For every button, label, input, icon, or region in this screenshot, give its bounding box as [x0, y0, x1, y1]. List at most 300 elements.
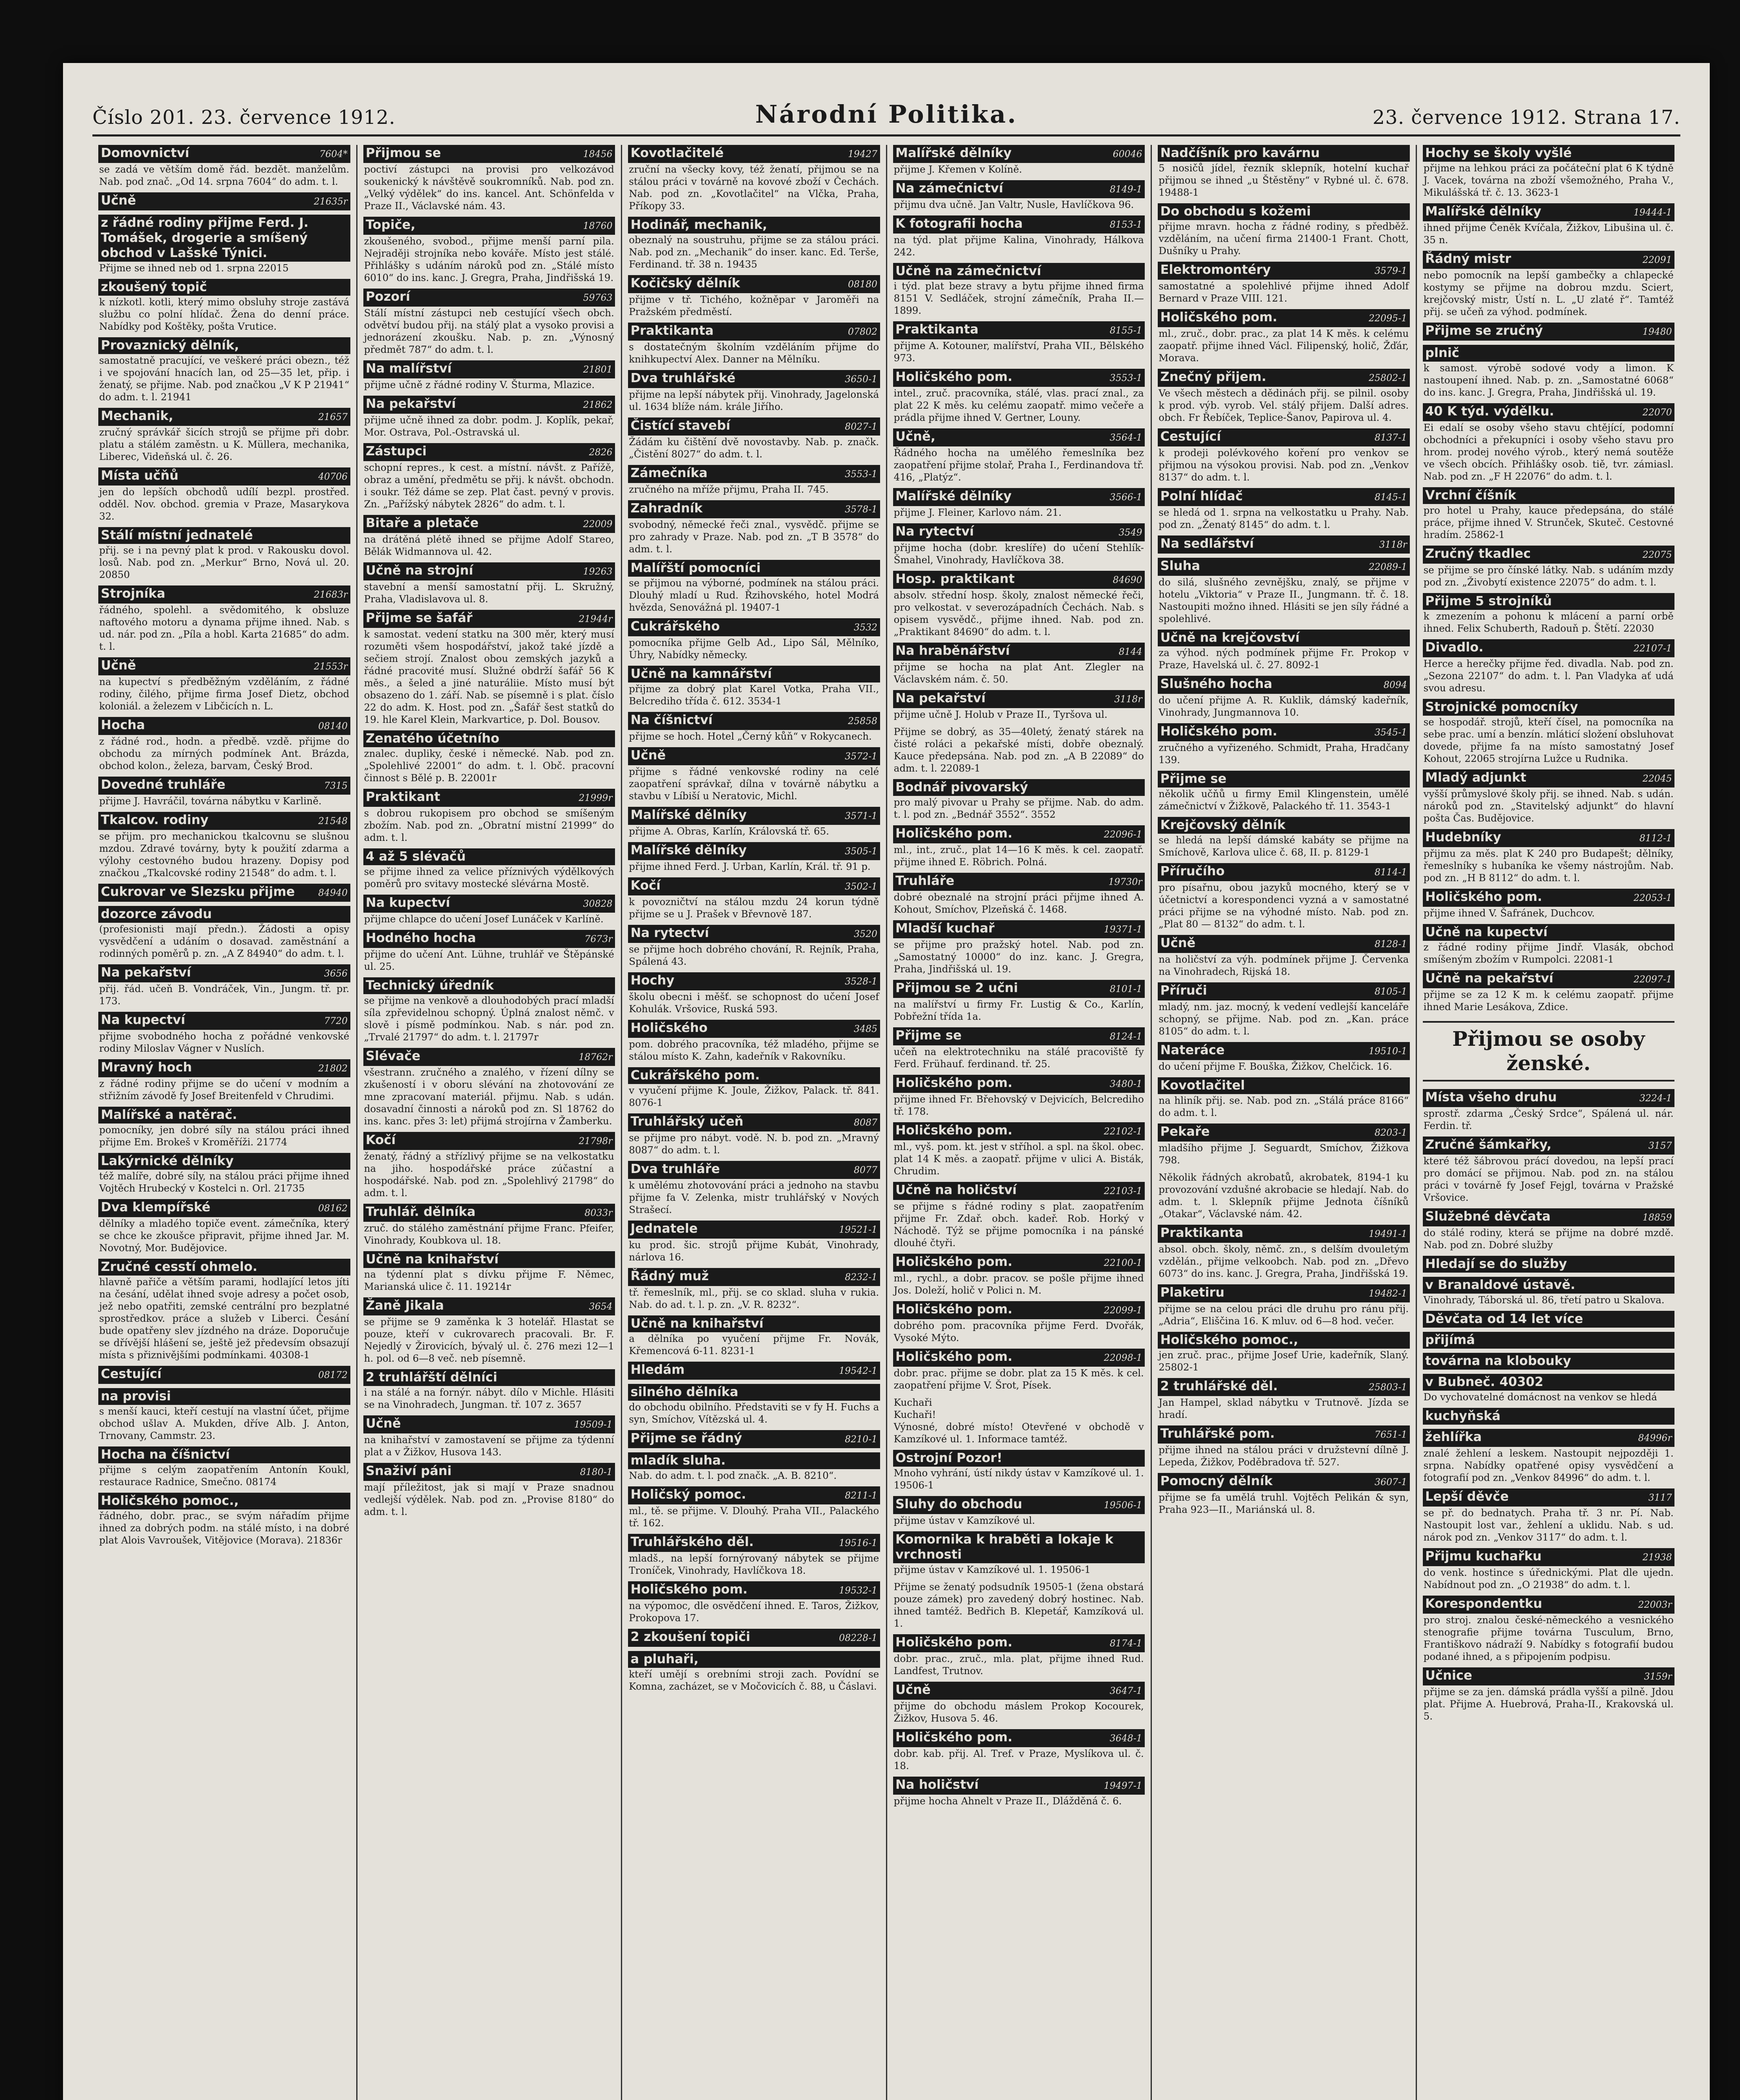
ad-heading-text: Truhlářský učeň — [631, 1114, 744, 1129]
ad-body: přijme hocha (dobr. kreslíře) do učení Stehlík-Šmahel, Vinohrady, Havlíčkova 38. — [894, 543, 1144, 566]
ad-heading — [1158, 935, 1410, 953]
ad-heading-text: Hledám — [631, 1362, 685, 1377]
ad-heading — [1423, 145, 1675, 162]
ad-heading-text: Technický úředník — [365, 978, 494, 993]
ad-code: 8077 — [854, 1165, 878, 1176]
ad-heading-text: Truhlářského děl. — [631, 1535, 754, 1549]
ad-heading — [1423, 769, 1675, 788]
ad-body: řádného, dobr. prac., se svým nářadím přijme ihned za dobrých podm. na stálé místo, i na dobré plat Alois Vavroušek, Vitějovice (Morava). 21836r — [99, 1511, 350, 1546]
classified-ad — [893, 1580, 1145, 1630]
ad-body: dobr. prac. přijme se dobr. plat za 15 K měs. k cel. zaopatření přijme V. Šrot, Písek. — [894, 1368, 1144, 1391]
ad-code: 22053-1 — [1633, 893, 1672, 903]
ad-heading — [893, 779, 1145, 796]
ad-heading — [98, 1012, 350, 1030]
classified-ad — [893, 1254, 1145, 1297]
ad-heading — [893, 1682, 1145, 1700]
ad-heading-text: Hochy — [631, 973, 675, 988]
classified-ad — [628, 1221, 880, 1264]
ad-heading-text: Místa učňů — [101, 468, 179, 483]
ad-code: 8101-1 — [1109, 984, 1142, 995]
ad-heading-text: Sluhy do obchodu — [895, 1497, 1022, 1512]
ad-heading — [893, 980, 1145, 998]
ad-body: přijme s řádné venkovské rodiny na celé zaopatření správkař, dílna v továrně nábytku a stavbu v Líbiší u Neratovic, Michl. — [629, 766, 879, 802]
ad-heading-text: Dva klempířské — [101, 1200, 210, 1215]
ad-code: 8155-1 — [1109, 326, 1142, 336]
ad-heading — [363, 145, 615, 163]
classified-ad — [363, 217, 615, 284]
classified-ad — [98, 717, 350, 772]
classified-ad — [893, 779, 1145, 821]
ad-heading-text: Krejčovský dělník — [1160, 818, 1286, 832]
ad-heading-text: Učně — [365, 1416, 401, 1431]
classified-ad — [628, 1315, 880, 1357]
ad-body: Řádného hocha na umělého řemeslníka bez zaopatření přijme stolař, Praha I., Ferdinandova tř. 416, „Platýz“. — [894, 448, 1144, 483]
ad-heading — [1158, 145, 1410, 162]
classified-ad — [1423, 1256, 1675, 1273]
classified-ad — [1158, 1124, 1410, 1167]
ad-body: na týdenní plat s dívku přijme F. Němec, Marianská ulice č. 11. 19214r — [364, 1269, 614, 1292]
ad-heading-text: Truhlář. dělníka — [365, 1205, 476, 1219]
ad-heading-text: Hudebníky — [1425, 830, 1501, 845]
ad-heading — [363, 930, 615, 948]
ad-heading — [1423, 889, 1675, 907]
classified-ad — [628, 323, 880, 366]
ad-heading — [1423, 487, 1675, 504]
ad-heading-text: Holičský pomoc. — [631, 1487, 746, 1502]
ad-code: 18762r — [578, 1052, 612, 1063]
newspaper-title: Národní Politika. — [755, 100, 1018, 129]
ad-code: 30828 — [583, 899, 612, 909]
classified-ad — [1158, 536, 1410, 554]
classified-ad — [893, 321, 1145, 365]
ad-heading — [1158, 771, 1410, 788]
ad-body: přijmu za měs. plat K 240 pro Budapešt; dělníky, řemeslníky s hubaníka ke všemy nástrojům. Nab. pod zn. „H B 8112“ do adm. t. l. — [1423, 848, 1674, 884]
ad-code: 22096-1 — [1104, 830, 1142, 840]
classified-ad — [1423, 1429, 1675, 1484]
ad-body: přijme J. Havráčil, továrna nábytku v Karlině. — [99, 796, 322, 807]
classified-ad — [1423, 1208, 1675, 1252]
ad-code: 84996r — [1638, 1433, 1672, 1444]
classified-ad — [893, 1122, 1145, 1178]
ad-code: 19371-1 — [1104, 924, 1142, 935]
classified-ad — [1423, 924, 1675, 966]
ad-body: do venk. hostince s úřednickými. Plat dle ujedn. Nabídnout pod zn. „O 21938“ do adm. t. l. — [1423, 1567, 1674, 1591]
ad-heading — [98, 467, 350, 486]
classified-ad — [628, 1651, 880, 1693]
ad-heading-text: 4 až 5 slévačů — [365, 849, 466, 864]
ad-body: na kupectví s předběžným vzděláním, z řádné rodiny, čilého, přijme firma Josef Dietz, obchod koloniál. a železem v Libčicích n. L. — [99, 677, 350, 712]
ad-body: přijme chlapce do učení Josef Lunáček v Karlíně. — [364, 914, 604, 925]
classified-ad — [628, 560, 880, 614]
ad-heading — [628, 1113, 880, 1131]
ad-heading — [363, 789, 615, 807]
ad-code: 3579-1 — [1375, 266, 1407, 276]
ad-heading — [1158, 428, 1410, 446]
ad-heading — [893, 643, 1145, 661]
ad-code: 8094 — [1383, 680, 1407, 690]
ad-body: s dostatečným školním vzděláním přijme do knihkupectví Alex. Danner na Mělníku. — [629, 342, 879, 365]
ad-code: 19532-1 — [839, 1586, 878, 1596]
ad-heading — [1158, 982, 1410, 1000]
classified-ad — [1423, 546, 1675, 589]
ad-heading-text: Přijme se — [1160, 772, 1227, 786]
ad-code: 21635r — [313, 197, 348, 207]
classified-ad — [98, 337, 350, 404]
classified-ad — [98, 585, 350, 653]
ad-heading-text: Zástupci — [365, 444, 427, 459]
ad-heading-text: kuchyňská — [1425, 1409, 1501, 1423]
ad-heading — [893, 428, 1145, 446]
ad-heading — [1423, 345, 1675, 362]
newspaper-page — [63, 63, 1710, 2100]
ad-heading-text: Hosp. praktikant — [895, 572, 1015, 586]
ad-heading-text: Přijme se řádný — [631, 1431, 742, 1446]
ad-heading-text: Lakýrnické dělníky — [101, 1154, 234, 1168]
classified-ad — [98, 1012, 350, 1055]
ad-code: 08140 — [318, 721, 348, 732]
ad-code: 3578-1 — [845, 504, 878, 515]
ad-code: 3117 — [1648, 1493, 1672, 1503]
ad-heading-text: Přijmou se 2 učni — [895, 981, 1018, 995]
ad-heading — [893, 690, 1145, 708]
ad-body: pomocníky, jen dobré síly na stálou práci ihned přijme Em. Brokeš v Kroměříži. 21774 — [99, 1125, 350, 1148]
classified-ad — [363, 977, 615, 1044]
ad-body: se zadá ve větším domě řád. bezdět. manželům. Nab. pod znač. „Od 14. srpna 7604“ do adm. t. l. — [99, 164, 350, 187]
classified-ad — [363, 848, 615, 890]
ad-heading — [628, 1221, 880, 1239]
classified-ad — [893, 1027, 1145, 1071]
ad-code: 8153-1 — [1109, 220, 1142, 230]
classified-ad — [1423, 323, 1675, 341]
ad-heading — [893, 825, 1145, 843]
ad-body: k povozničtví na stálou mzdu 24 korun týdně přijme se u J. Prašek v Břevnově 187. — [629, 897, 879, 920]
ad-heading — [98, 1107, 350, 1124]
ad-heading-text: Služebné děvčata — [1425, 1209, 1551, 1224]
ad-code: 22100-1 — [1104, 1258, 1142, 1268]
ad-heading-text: Učně na strojní — [365, 563, 473, 578]
ad-heading — [1423, 699, 1675, 716]
ad-heading — [363, 730, 615, 747]
ad-heading-text: Nateráce — [1160, 1043, 1225, 1058]
ad-heading — [893, 571, 1145, 589]
ad-body: se hledá na lepší dámské kabáty se přijme na Smíchově, Karlova ulice č. 68, II. p. 8129-1 — [1159, 835, 1409, 858]
classified-ad — [363, 1369, 615, 1411]
ad-heading-text: Praktikanta — [631, 323, 714, 338]
ad-body: z řádné rod., hodn. a předbě. vzdě. přijme do obchodu za mírných podmínek Ant. Brázda, obchod kolon., železa, barvam, Český Brod. — [99, 736, 350, 772]
ad-body: Ve všech městech a dědinách přij. se pilnil. osoby k prod. výb. vyrob. Vel. stálý přijem. Další adres. obch. Fr Řebíček, Teplice-Šanov, Papirova ul. 4. — [1159, 388, 1409, 423]
ad-heading — [98, 1388, 350, 1405]
date-and-page: 23. července 1912. Strana 17. — [1372, 106, 1680, 129]
ad-heading-text: Dva truhláře — [631, 1162, 720, 1176]
ad-code: 3532 — [854, 622, 878, 633]
ad-heading-text: Přijme se šafář — [365, 611, 473, 625]
ad-heading-text: 2 truhlářští dělníci — [365, 1370, 497, 1385]
classified-ad — [893, 1301, 1145, 1344]
ad-heading — [628, 1268, 880, 1286]
classified-ad — [363, 610, 615, 726]
ad-code: 8211-1 — [845, 1491, 878, 1501]
ad-heading-text: Mravný hoch — [101, 1060, 192, 1075]
ad-body: 5 nosičů jídel, řezník sklepník, hotelní kuchař přijmou se ihned „u Štěstěny“ v Rybné ul. č. 678. 19488-1 — [1159, 163, 1409, 198]
ad-code: 8144 — [1119, 647, 1142, 657]
ad-body: dobré obeznalé na strojní práci přijme ihned A. Kohout, Smíchov, Plzeňská č. 1468. — [894, 892, 1144, 915]
ad-code: 3520 — [854, 929, 878, 940]
ad-code: 25802-1 — [1369, 373, 1407, 383]
ad-heading-text: Přijme 5 strojníků — [1425, 594, 1552, 609]
ad-heading-text: Hodinář, mechanik, — [631, 218, 767, 232]
ad-heading-text: Polní hlídač — [1160, 489, 1243, 504]
ad-body: zruč. do stálého zaměstnání přijme Franc. Pfeifer, Vinohrady, Koubkova ul. 18. — [364, 1223, 614, 1246]
classified-ad — [1423, 970, 1675, 1013]
ad-heading — [893, 1182, 1145, 1200]
ad-body: pom. dobrého pracovníka, též mladého, přijme se stálou místo K. Zahn, kadeřník v Rakovníku. — [629, 1039, 879, 1062]
ad-heading-text: na provisi — [101, 1389, 171, 1404]
ad-heading — [1423, 1353, 1675, 1370]
ad-body: do učení přijme F. Bouška, Žižkov, Chelčick. 16. — [1159, 1061, 1392, 1072]
ad-heading — [98, 812, 350, 830]
classified-ad — [98, 1493, 350, 1547]
ad-heading-text: Učně — [1160, 936, 1196, 950]
classified-ad — [893, 428, 1145, 484]
ad-heading — [893, 1777, 1145, 1795]
classified-ad — [628, 925, 880, 968]
classified-ad — [1158, 1225, 1410, 1280]
classified-ad — [363, 895, 615, 926]
ad-heading — [1158, 309, 1410, 327]
ad-heading — [628, 417, 880, 436]
ad-heading — [98, 1493, 350, 1509]
ad-code: 08172 — [318, 1370, 348, 1381]
classified-ad — [1158, 1284, 1410, 1328]
ad-code: 8210-1 — [845, 1434, 878, 1445]
ad-body: k prodeji polévkového koření pro venkov se přijmou na výsokou provisi. Nab. pod zn. „Venkov 8137“ do adm. t. l. — [1159, 448, 1409, 483]
ad-heading-text: Učně na holičství — [895, 1183, 1017, 1197]
ad-heading-text: Malířští pomocníci — [631, 561, 761, 575]
ad-body: do učení přijme A. R. Kuklik, dámský kadeřník, Vinohrady, Jungmannova 10. — [1159, 695, 1409, 718]
ad-heading-text: Hledají se do služby — [1425, 1257, 1567, 1271]
classified-ad — [363, 1204, 615, 1247]
ad-heading-text: Učně — [101, 658, 136, 673]
ad-body: do silá, slušného zevnějšku, znalý, se přijme v hotelu „Viktoria“ v Praze II., Jungmann. tř. č. 18. Nastoupiti možno ihned. Hlásiti se jen síly řádné a spolehlivé. — [1159, 577, 1409, 625]
ad-heading — [893, 873, 1145, 891]
ad-code: 3118r — [1114, 694, 1142, 705]
classified-ad — [98, 906, 350, 960]
classified-ad — [1423, 1089, 1675, 1132]
ad-heading — [98, 884, 350, 902]
ad-body: ml., tě. se přijme. V. Dlouhý. Praha VII., Palackého tř. 162. — [629, 1506, 879, 1529]
classified-ad — [628, 145, 880, 213]
ad-heading-text: Holičského pom. — [631, 1582, 748, 1597]
ad-body: se přijme na venkově a dlouhodobých prací mladší síla zpřevidelnou schopný. Úplná znalost němč. v slově i písmě podmínkou. Nab. s nár. pod zn. „Trvalé 21797“ do adm. t. l. 21797r — [364, 995, 614, 1043]
classified-ad — [98, 215, 350, 275]
ad-heading-text: Truhláře — [895, 874, 954, 888]
ad-heading — [1158, 1284, 1410, 1302]
ad-heading-text: Řádný mistr — [1425, 252, 1511, 266]
ad-heading-text: Cukrářského pom. — [631, 1068, 760, 1083]
ad-code: 22107-1 — [1633, 643, 1672, 654]
ad-heading — [98, 1366, 350, 1384]
ad-heading — [628, 217, 880, 234]
classified-ad — [628, 1581, 880, 1625]
ad-heading — [893, 263, 1145, 280]
ad-heading — [628, 1452, 880, 1469]
ad-heading — [1158, 1042, 1410, 1060]
ad-heading — [1423, 1208, 1675, 1226]
ad-heading — [363, 562, 615, 580]
ad-heading-text: Na malířství — [365, 361, 452, 376]
classified-ad — [628, 1268, 880, 1311]
issue-number: Číslo 201. 23. července 1912. — [92, 106, 396, 129]
ad-heading-text: Čistící stavebí — [631, 418, 731, 433]
ad-body: Přijme se ženatý podsudník 19505-1 (žena obstará pouze zámek) pro zavedený dobrý hostinec. Nab. ihned tamtéž. Bedřich B. Klepetář, Kamzíková ul. 1. — [894, 1582, 1144, 1629]
ad-body: Žádám ku čištění dvě novostavby. Nab. p. značk. „Čistění 8027“ do adm. t. l. — [629, 437, 879, 460]
ad-code: 8124-1 — [1109, 1032, 1142, 1042]
column-6 — [1416, 145, 1681, 2100]
ad-body: mladšího přijme J. Seguardt, Smíchov, Žižkova 798. — [1159, 1143, 1409, 1166]
ad-code: 3485 — [854, 1024, 878, 1034]
ad-body: na výpomoc, dle osvědčení ihned. E. Taros, Žižkov, Prokopova 17. — [629, 1601, 879, 1624]
ad-body: přijme J. Fleiner, Karlovo nám. 21. — [894, 507, 1062, 518]
ad-heading — [628, 145, 880, 163]
ad-heading — [98, 408, 350, 426]
ad-heading — [893, 1349, 1145, 1367]
ad-heading — [1423, 1488, 1675, 1507]
ad-heading — [98, 585, 350, 604]
classified-ad — [893, 523, 1145, 567]
ad-heading — [1158, 1225, 1410, 1243]
ad-heading-text: Sluha — [1160, 559, 1200, 573]
ad-heading — [1158, 676, 1410, 694]
ad-heading-text: Hocha na číšnictví — [101, 1447, 230, 1462]
ad-heading-text: K fotografii hocha — [895, 216, 1023, 231]
ad-body: na malířství u firmy Fr. Lustig & Co., Karlín, Pobřežní třída 1a. — [894, 999, 1144, 1022]
ad-heading — [1158, 1378, 1410, 1396]
ad-body: se přijme se 9 zaměnka k 3 hotelář. Hlastat se pouze, kteří v cukrovarech pracovali. Br. F. Nejedlý v Žirovicích, bývalý ul. č. 276 mezi 12—1 h. pol. od 6—8 več. neb písemně. — [364, 1317, 614, 1364]
ad-code: 8149-1 — [1109, 184, 1142, 195]
ad-heading-text: Holičského — [631, 1021, 708, 1035]
ad-heading-text: Učně na pekařství — [1425, 971, 1553, 986]
ad-heading — [1158, 863, 1410, 881]
ad-heading-text: Přijme se zručný — [1425, 323, 1543, 338]
ad-heading-text: Kočičský dělník — [631, 276, 740, 291]
ad-heading-text: 2 truhlářské děl. — [1160, 1379, 1278, 1394]
ad-heading — [628, 1067, 880, 1084]
classified-ad — [1158, 145, 1410, 199]
ad-code: 22003r — [1638, 1600, 1672, 1610]
ad-heading — [98, 717, 350, 735]
ad-heading-text: Malířské dělníky — [631, 808, 747, 822]
ad-heading-text: Cestující — [1160, 429, 1221, 444]
ad-body: přij. řád. učeň B. Vondráček, Vin., Jungm. tř. pr. 173. — [99, 984, 350, 1007]
ad-heading-text: Truhlářské pom. — [1160, 1426, 1275, 1441]
classified-ad — [628, 370, 880, 413]
ad-body: přijme se fa umělá truhl. Vojtěch Pelikán & syn, Praha 923—II., Mariánská ul. 8. — [1159, 1492, 1409, 1515]
ad-heading-text: Stálí místní jednatelé — [101, 528, 253, 543]
ad-code: 3553-1 — [845, 469, 878, 480]
ad-body: vyšší průmyslové školy přij. se ihned. Nab. s udán. nároků pod zn. „Stavitelský adjunkt“ do hlavní pošta Čas. Budějovice. — [1423, 789, 1674, 824]
ad-heading-text: Učně na knihařství — [631, 1316, 764, 1331]
ad-heading — [363, 1463, 615, 1481]
classified-ad — [1423, 1488, 1675, 1544]
classified-ad — [363, 360, 615, 391]
ad-code: 19521-1 — [839, 1225, 878, 1235]
classified-ad — [893, 725, 1145, 775]
ad-body: ihned přijme Čeněk Kvíčala, Žižkov, Libušina ul. č. 35 n. — [1423, 223, 1674, 246]
classified-ad — [628, 1020, 880, 1063]
ad-code: 8128-1 — [1375, 939, 1407, 950]
classified-ad — [363, 730, 615, 785]
ad-body: na knihařství v zamostavení se přijme za týdenní plat a v Žižkov, Husova 143. — [364, 1435, 614, 1458]
ad-body: do stálé rodiny, která se přijme na dobré mzdě. Nab. pod zn. Dobré služby — [1423, 1228, 1674, 1251]
classified-ad — [893, 180, 1145, 211]
ad-heading-text: v Bubneč. 40302 — [1425, 1375, 1543, 1389]
ad-code: 3654 — [589, 1302, 612, 1312]
classified-ad — [98, 408, 350, 463]
ad-heading-text: Malířské a natěrač. — [101, 1108, 237, 1122]
ad-heading — [1423, 593, 1675, 610]
ad-body: se přijme pro nábyt. vodě. N. b. pod zn. „Mravný 8087“ do adm. t. l. — [629, 1133, 879, 1156]
classified-ad — [893, 1531, 1145, 1576]
ad-heading-text: Holičského pom. — [1425, 890, 1543, 904]
ad-heading — [1158, 1332, 1410, 1349]
ad-heading-text: Na zámečnictví — [895, 181, 1003, 196]
ad-code: 8087 — [854, 1118, 878, 1128]
ad-body: dobr. kab. přij. Al. Tref. v Praze, Myslíkova ul. č. 18. — [894, 1748, 1144, 1772]
ad-heading — [628, 666, 880, 682]
ad-code: 19263 — [583, 567, 612, 577]
classified-ad — [893, 215, 1145, 259]
ad-heading — [98, 1446, 350, 1463]
ad-heading — [1158, 1124, 1410, 1142]
ad-heading-text: Holičského pom. — [895, 1635, 1013, 1650]
ad-body: přijme se hocha na plat Ant. Zlegler na Václavském nám. č. 50. — [894, 662, 1144, 685]
ad-heading-text: Místa všeho druhu — [1425, 1090, 1557, 1105]
ad-heading-text: Holičského pom. — [1160, 310, 1277, 325]
ad-code: 22091 — [1643, 255, 1672, 265]
classified-ad — [98, 1199, 350, 1255]
classified-ad — [893, 488, 1145, 519]
ad-heading-text: Holičského pom. — [895, 1123, 1013, 1138]
ad-body: přijme za dobrý plat Karel Votka, Praha VII., Belcrediho třída č. 612. 3534-1 — [629, 684, 879, 707]
classified-ad — [893, 1349, 1145, 1392]
classified-ad — [628, 807, 880, 838]
ad-body: se přijme hoch dobrého chování, R. Rejník, Praha, Spálená 43. — [629, 944, 879, 967]
ad-heading-text: plnič — [1425, 346, 1459, 360]
ad-heading — [1423, 924, 1675, 941]
ad-heading — [628, 877, 880, 895]
ad-heading-text: Strojnické pomocníky — [1425, 700, 1578, 714]
classified-ad — [1158, 676, 1410, 719]
classified-ad — [628, 666, 880, 708]
ad-heading — [628, 1581, 880, 1599]
classified-ad — [1158, 863, 1410, 931]
ad-heading-text: Malířské dělníky — [895, 489, 1012, 504]
ad-code: 19509-1 — [574, 1420, 612, 1430]
ad-heading-text: Učně, — [895, 429, 936, 444]
classified-ad — [1158, 428, 1410, 484]
ad-heading — [628, 747, 880, 765]
classified-ad — [893, 1682, 1145, 1725]
ad-body: na hliník přij. se. Nab. pod zn. „Stálá práce 8166“ do adm. t. l. — [1159, 1095, 1409, 1118]
ad-body: absol. obch. školy, němč. zn., s delším dvouletým vzdělán., přijme velkoobch. Nab. pod zn. „Dřevo 6073“ do ins. kanc. J. Gregra, Praha, Jindřišská 19. — [1159, 1244, 1409, 1279]
classified-ad — [893, 1634, 1145, 1677]
classified-ad — [893, 369, 1145, 424]
ad-heading — [98, 1059, 350, 1077]
ad-code: 07802 — [848, 327, 878, 337]
column-4 — [886, 145, 1151, 2100]
ad-code: 18456 — [583, 149, 612, 160]
ad-heading — [893, 1450, 1145, 1467]
